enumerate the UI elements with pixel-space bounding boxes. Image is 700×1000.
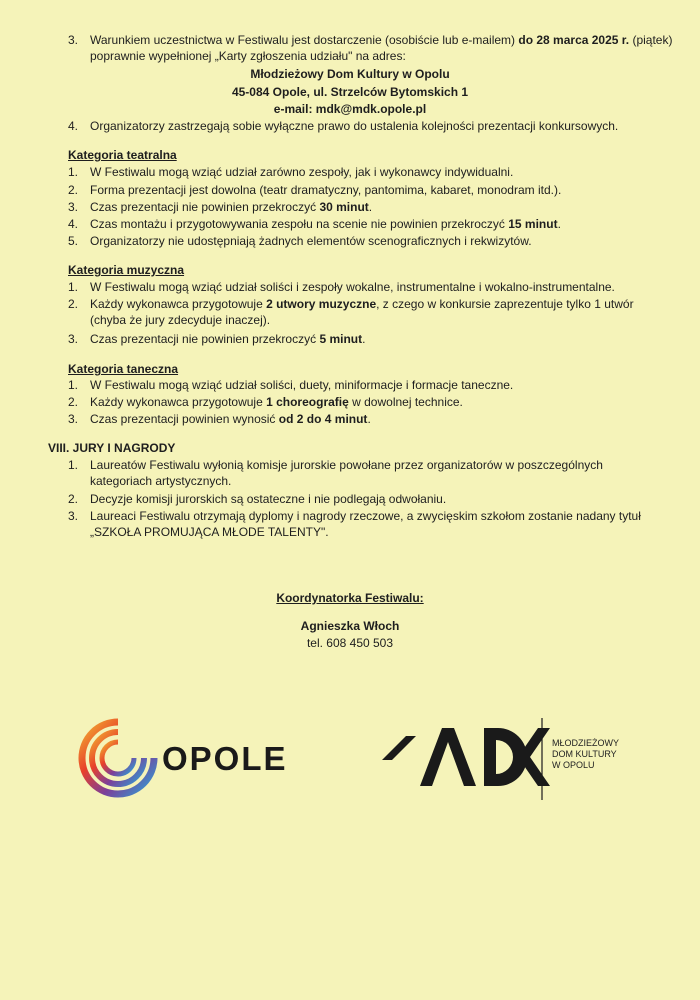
mdk-logo-letter-m [420, 728, 476, 786]
address-email: e-mail: mdk@mdk.opole.pl [273, 102, 427, 116]
section-title-music: Kategoria muzyczna [68, 263, 185, 277]
item-text: Organizatorzy zastrzegają sobie wyłączne prawo do ustalenia kolejności prezentacji konkursowych. [90, 119, 619, 133]
item-text: Warunkiem uczestnictwa w Festiwalu jest dostarczenie (osobiście lub e-mailem) [90, 33, 519, 47]
coordinator-name: Agnieszka Włoch [300, 619, 400, 633]
section-title-dance: Kategoria taneczna [68, 362, 179, 376]
opole-logo-ring-inner [102, 742, 134, 774]
item-number: 3. [68, 33, 79, 47]
opole-logo-text: OPOLE [162, 740, 288, 777]
mdk-logo-text: MŁODZIEŻOWY DOM KULTURY W OPOLU [552, 738, 619, 770]
mdk-logo-letter-k [518, 728, 550, 786]
item-text: poprawnie wypełnionej „Karty zgłoszenia udziału" na adres: [90, 49, 406, 63]
item-number: 4. [68, 119, 79, 133]
coordinator-phone: tel. 608 450 503 [306, 636, 394, 650]
address-street: 45-084 Opole, ul. Strzelców Bytomskich 1 [231, 85, 469, 99]
section-title-jury: VIII. JURY I NAGRODY [48, 441, 176, 455]
section-title-theatre: Kategoria teatralna [68, 148, 177, 162]
mdk-logo-slash [382, 736, 416, 760]
address-name: Młodzieżowy Dom Kultury w Opolu [250, 67, 450, 81]
document-page: 3. Warunkiem uczestnictwa w Festiwalu jest dostarczenie (osobiście lub e-mailem) do 28 marca 2025 r. (piątek) poprawnie wypełnionej „Karty zgłoszenia udziału" na adres: Młodzieżowy Dom Kultury w Opolu 45-084 Opole, ul. Strzelców Bytomskich 1 e-mail: mdk@mdk.opole.pl 4. Organizatorzy zastrzegają sobie wyłączne prawo do ustalenia kolejności prezentacji konkursowych. Kategoria teatralna 1. W Festiwalu mogą wziąć udział zarówno zespoły, jak i wykonawcy indywidualni. 2. Forma prezentacji jest dowolna (teatr dramatyczny, pantomima, kabaret, monodram itd.). 3. Czas prezentacji nie powinien przekroczyć 30 minut. 4. Czas montażu i przygotowywania zespołu na scenie nie powinien przekroczyć 15 minut. 5. Organizatorzy nie udostępniają żadnych elementów scenograficznych i rekwizytów. Kategoria muzyczna 1. W Festiwalu mogą wziąć udział soliści i zespoły wokalne, instrumentalne i wokalno-instrumentalne. 2. Każdy wykonawca przygotowuje 2 utwory muzyczne, z czego w konkursie zaprezentuje tylko 1 utwór (chyba że jury zdecyduje inaczej). 3. Czas prezentacji nie powinien przekroczyć 5 minut. Kategoria taneczna 1. W Festiwalu mogą wziąć udział soliści, duety, miniformacje i formacje taneczne. 2. Każdy wykonawca przygotowuje 1 choreografię w dowolnej technice. 3. Czas prezentacji powinien wynosić od 2 do 4 minut. VIII. JURY I NAGRODY 1. Laureatów Festiwalu wyłonią komisje jurorskie powołane przez organizatorów w poszczególnych kategoriach artystycznych. 2. Decyzje komisji jurorskich są ostateczne i nie podlegają odwołaniu. 3. Laureaci Festiwalu otrzymają dyplomy i nagrody rzeczowe, a zwycięskim szkołom zostanie nadany tytuł „SZKOŁA PROMUJĄCA MŁODE TALENTY". Koordynatorka Festiwalu: Agnieszka Włoch tel. 608 450 503 OPOLE MŁODZIEŻOWY DOM KULTURY W OPOLU [0, 0, 700, 1000]
coordinator-title: Koordynatorka Festiwalu: [276, 591, 424, 605]
deadline-date: do 28 marca 2025 r. [518, 33, 630, 47]
item-text: (piątek) [629, 33, 673, 47]
